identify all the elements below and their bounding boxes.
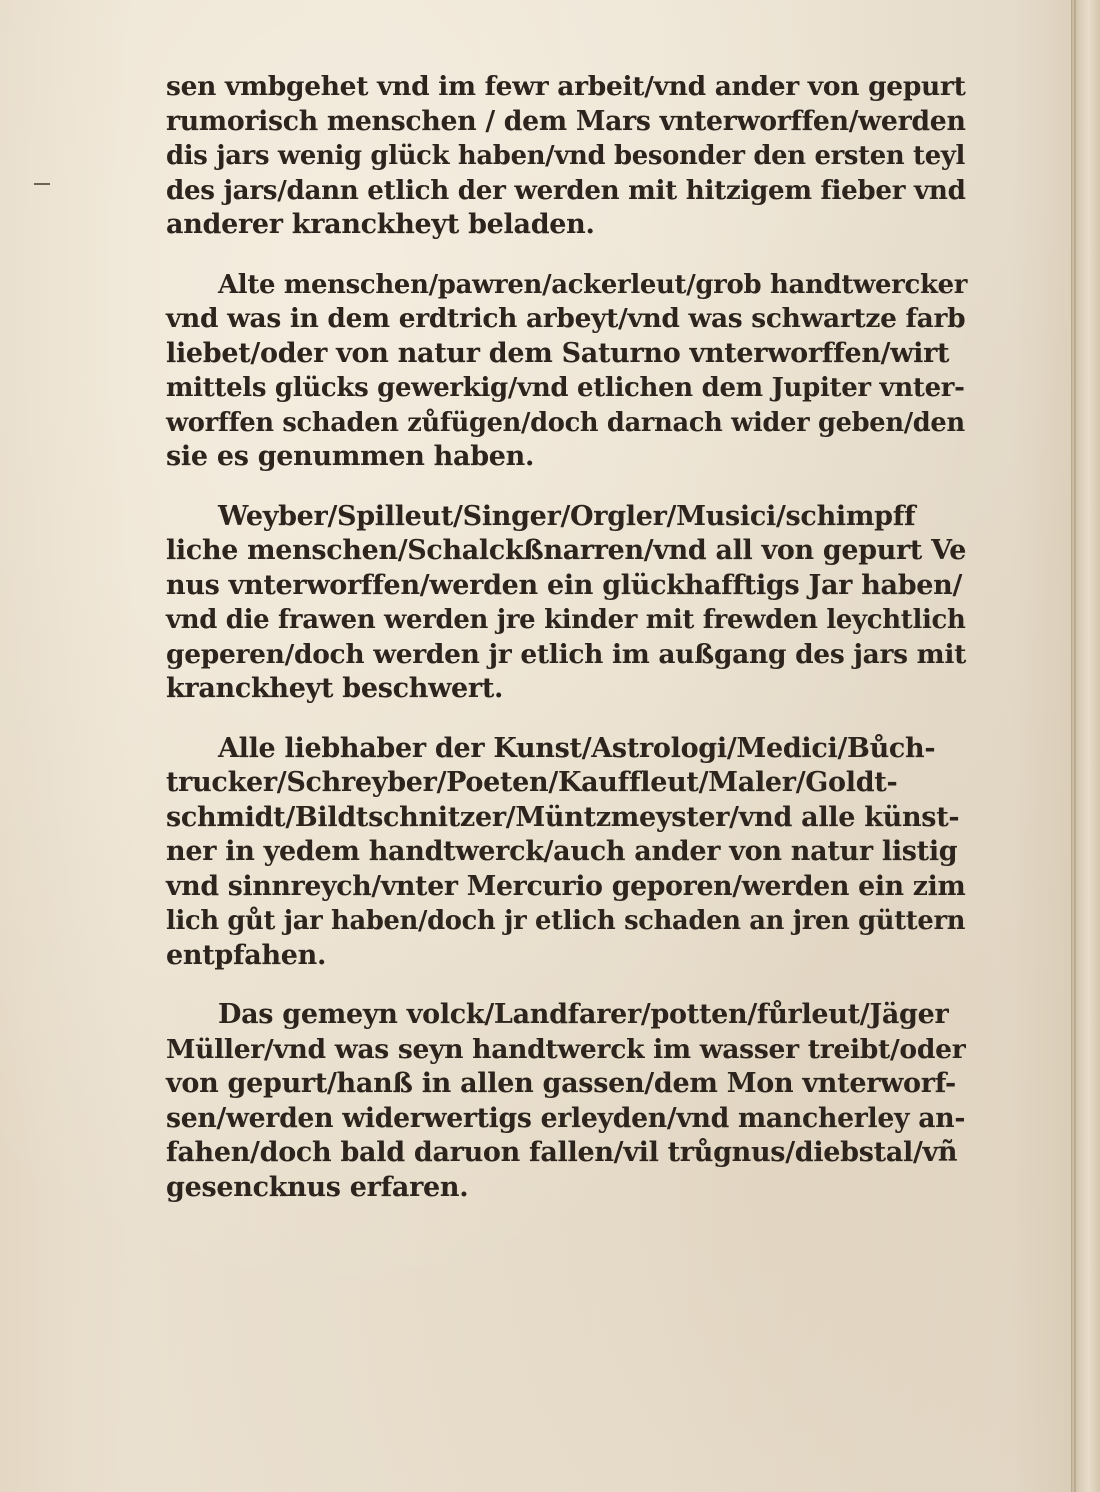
text-line: des jars/dann etlich der werden mit hitzigem fieber vnd: [166, 174, 966, 206]
text-block: [166, 70, 966, 1205]
page-edge-crease: [1074, 0, 1076, 1492]
text-line: lich gůt jar haben/doch jr etlich schaden an jren güttern: [166, 906, 966, 936]
text-line: Alte menschen/pawren/ackerleut/grob handtwercker: [218, 269, 968, 300]
text-line: anderer kranckheyt beladen.: [166, 209, 595, 240]
text-line: kranckheyt beschwert.: [166, 673, 504, 704]
text-line: sen vmbgehet vnd im fewr arbeit/vnd ander von gepurt: [166, 71, 966, 102]
paragraph-5: [166, 998, 966, 1205]
paragraph-1: [166, 70, 966, 243]
text-line: trucker/Schreyber/Poeten/Kauffleut/Maler/Goldt-: [166, 767, 898, 798]
text-line: Weyber/Spilleut/Singer/Orgler/Musici/schimpff: [218, 500, 916, 532]
text-line: Müller/vnd was seyn handtwerck im wasser treibt/oder: [166, 1033, 966, 1065]
paragraph-2: [166, 268, 966, 475]
text-line: nus vnterworffen/werden ein glückhafftigs Jar haben/: [166, 569, 963, 601]
text-line: sie es genummen haben.: [166, 441, 535, 472]
paragraph-3: [166, 500, 966, 707]
text-line: vnd was in dem erdtrich arbeyt/vnd was schwartze farb: [166, 303, 966, 334]
text-line: vnd sinnreych/vnter Mercurio geporen/werden ein zim: [166, 870, 966, 902]
text-line: liebet/oder von natur dem Saturno vnterworffen/wirt: [166, 337, 950, 369]
text-line: vnd die frawen werden jre kinder mit frewden leychtlich: [166, 605, 966, 635]
text-line: dis jars wenig glück haben/vnd besonder den ersten teyl: [166, 141, 966, 171]
text-line: gesencknus erfaren.: [166, 1171, 469, 1203]
paragraph-4: [166, 732, 966, 974]
text-line: liche menschen/Schalckßnarren/vnd all von gepurt Ve: [166, 535, 967, 566]
text-line: entpfahen.: [166, 939, 327, 971]
text-line: schmidt/Bildtschnitzer/Müntzmeyster/vnd alle künst-: [166, 801, 960, 833]
text-line: worffen schaden zůfügen/doch darnach wider geben/den: [166, 407, 965, 438]
text-line: geperen/doch werden jr etlich im außgang des jars mit: [166, 638, 967, 670]
text-line: rumorisch menschen / dem Mars vnterworffen/werden: [166, 105, 966, 137]
text-line: sen/werden widerwertigs erleyden/vnd mancherley an-: [166, 1102, 966, 1134]
text-line: Alle liebhaber der Kunst/Astrologi/Medici/Bůch-: [218, 732, 936, 764]
margin-mark: [34, 183, 50, 185]
text-line: mittels glücks gewerkig/vnd etlichen dem Jupiter vnter-: [166, 373, 965, 403]
text-line: von gepurt/hanß in allen gassen/dem Mon vnterworf-: [166, 1068, 956, 1099]
text-line: ner in yedem handtwerck/auch ander von natur listig: [166, 836, 958, 867]
text-line: Das gemeyn volck/Landfarer/potten/fůrleut/Jäger: [218, 999, 949, 1030]
text-line: fahen/doch bald daruon fallen/vil trůgnus/diebstal/vñ: [166, 1137, 958, 1168]
